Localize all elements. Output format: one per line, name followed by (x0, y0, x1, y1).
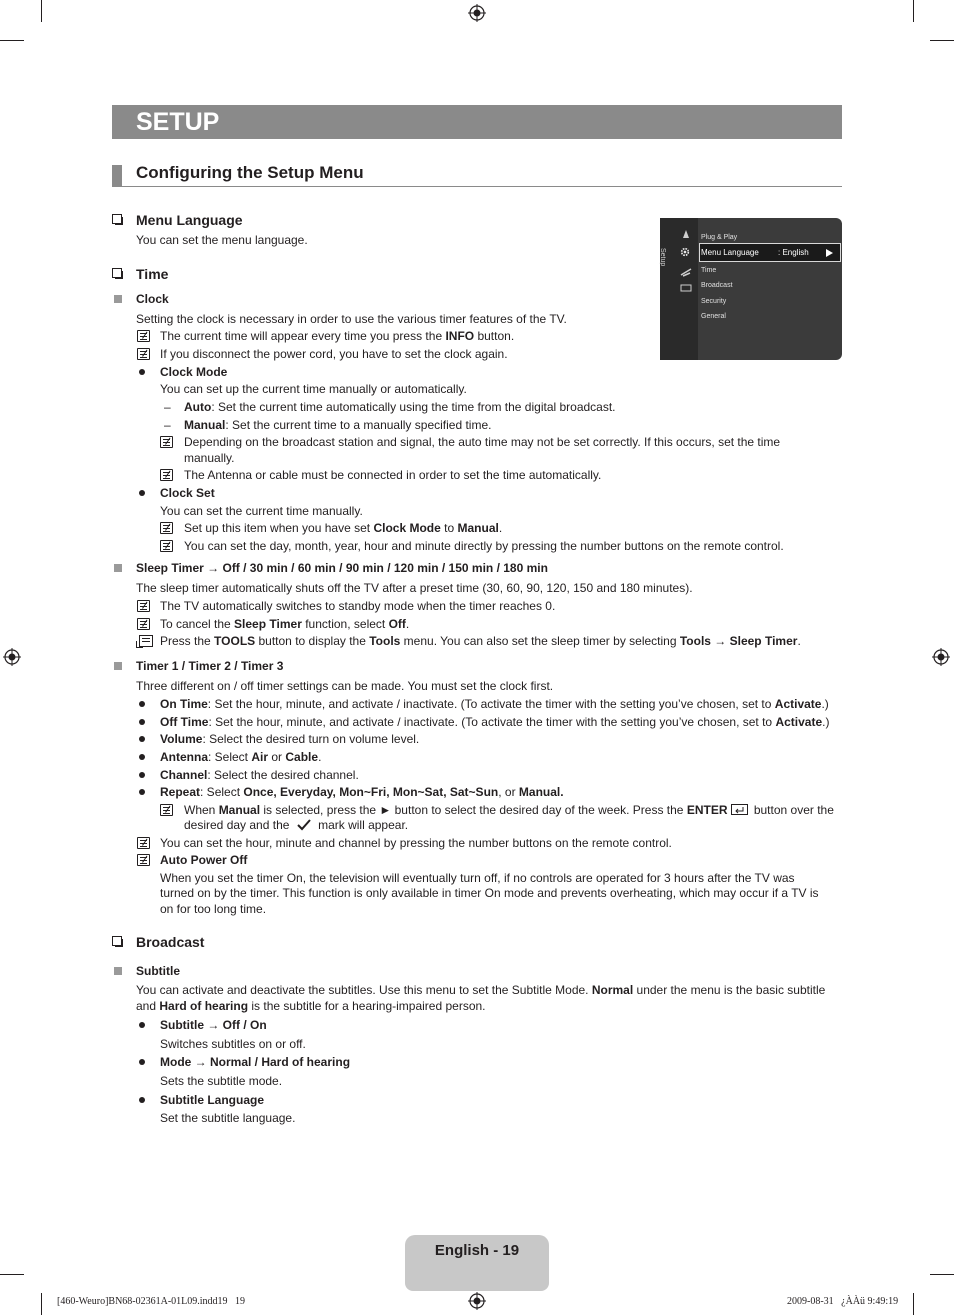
sleep-timer-desc: The sleep timer automatically shuts off the TV after a preset time (30, 60, 90, 120, 150 and 180 minutes). (136, 581, 693, 595)
osd-side-label: Setup (659, 248, 666, 267)
menu-language-heading: Menu Language (136, 212, 243, 228)
bullet-dot-icon (139, 369, 145, 375)
subtitle-item-2-desc: Sets the subtitle mode. (160, 1074, 283, 1088)
crop-mark (41, 0, 42, 22)
subtitle-item-1-desc: Switches subtitles on or off. (160, 1037, 306, 1051)
crop-mark (0, 1274, 24, 1275)
dash-bullet: – (164, 418, 171, 432)
crop-mark (930, 1274, 954, 1275)
subtitle-desc-line-1: You can activate and deactivate the subtitles. Use this menu to set the Subtitle Mode. Normal under the menu is the basic subtitle (136, 983, 826, 997)
page-number-tab (405, 1235, 549, 1291)
osd-item: Broadcast (701, 282, 733, 289)
subtitle-item-1-title: Subtitle → Off / On (160, 1018, 267, 1032)
clock-mode-title: Clock Mode (160, 365, 228, 379)
auto-power-off-line-3: on for too long time. (160, 902, 267, 916)
repeat-note-line-2: desired day and the mark will appear. (184, 818, 409, 832)
square-bullet-icon (114, 967, 122, 975)
clock-mode-note-2: The Antenna or cable must be connected in order to set the time automatically. (184, 468, 602, 482)
sleep-timer-title: Sleep Timer → Off / 30 min / 60 min / 90 min / 120 min / 150 min / 180 min (136, 561, 548, 575)
picture-icon (680, 229, 692, 239)
note-icon (160, 436, 173, 448)
note-icon (160, 469, 173, 481)
file-info: [460-Weuro]BN68-02361A-01L09.indd19 19 (57, 1296, 246, 1307)
checkbox-bullet-icon (112, 936, 122, 946)
clock-mode-desc: You can set up the current time manually or automatically. (160, 382, 467, 396)
square-bullet-icon (114, 662, 122, 670)
print-timestamp: 2009-08-31 ¿ÀÀü 9:49:19 (787, 1296, 899, 1307)
timers-desc: Three different on / off timer settings can be made. You must set the clock first. (136, 679, 554, 693)
clock-mode-note-1b: manually. (184, 451, 235, 465)
clock-mode-auto: Auto: Set the current time automatically using the time from the digital broadcast. (184, 400, 616, 414)
bullet-dot-icon (139, 754, 145, 760)
auto-power-off-line-1: When you set the timer On, the television will eventually turn off, if no controls are operated for 3 hours after the TV was (160, 871, 795, 885)
osd-item: Plug & Play (701, 234, 738, 241)
registration-mark-icon (468, 1292, 486, 1310)
clock-set-note-1: Set up this item when you have set Clock Mode to Manual. (184, 521, 503, 535)
note-icon (137, 837, 150, 849)
bullet-dot-icon (139, 490, 145, 496)
chapter-title: SETUP (136, 108, 220, 136)
registration-mark-icon (932, 648, 950, 666)
antenna-icon (680, 267, 692, 277)
clock-desc: Setting the clock is necessary in order to use the various timer features of the TV. (136, 312, 567, 326)
note-icon (137, 330, 150, 342)
crop-mark (930, 40, 954, 41)
section-title: Configuring the Setup Menu (136, 163, 364, 182)
osd-item: Security (701, 298, 727, 305)
subtitle-item-3-desc: Set the subtitle language. (160, 1111, 296, 1125)
timer-antenna: Antenna: Select Air or Cable. (160, 750, 322, 764)
broadcast-heading: Broadcast (136, 934, 205, 950)
auto-power-off-line-2: turned on by the timer. This function is only available in timer On mode and prevents overheating, which may occur if a TV is (160, 886, 819, 900)
tv-setup-menu-screenshot (660, 218, 842, 360)
timers-title: Timer 1 / Timer 2 / Timer 3 (136, 659, 284, 673)
note-icon (160, 522, 173, 534)
crop-mark (41, 1293, 42, 1315)
bullet-dot-icon (139, 772, 145, 778)
clock-note-2: If you disconnect the power cord, you have to set the clock again. (160, 347, 508, 361)
square-bullet-icon (114, 295, 122, 303)
timer-on-time: On Time: Set the hour, minute, and activate / inactivate. (To activate the timer with the setting you’ve chosen, set to Activate.) (160, 697, 829, 711)
page-number: English - 19 (434, 1242, 520, 1259)
tools-icon (139, 635, 153, 647)
crop-mark (913, 0, 914, 22)
clock-set-title: Clock Set (160, 486, 215, 500)
square-bullet-icon (114, 564, 122, 572)
timer-channel: Channel: Select the desired channel. (160, 768, 359, 782)
subtitle-title: Subtitle (136, 964, 180, 978)
enter-icon (731, 804, 748, 815)
bullet-dot-icon (139, 719, 145, 725)
osd-item-selected: Menu Language (701, 248, 759, 257)
clock-note-1: The current time will appear every time you press the INFO button. (160, 329, 515, 343)
sleep-note-2: To cancel the Sleep Timer function, select Off. (160, 617, 410, 631)
osd-item: Time (701, 267, 717, 274)
time-heading: Time (136, 266, 169, 282)
osd-sidebar (660, 218, 698, 360)
note-icon (137, 618, 150, 630)
auto-power-off-title: Auto Power Off (160, 853, 248, 867)
note-icon (137, 348, 150, 360)
bullet-dot-icon (139, 789, 145, 795)
sleep-note-1: The TV automatically switches to standby mode when the timer reaches 0. (160, 599, 556, 613)
section-marker (112, 165, 122, 186)
crop-mark (0, 40, 24, 41)
crop-mark (913, 1293, 914, 1315)
subtitle-item-3-title: Subtitle Language (160, 1093, 265, 1107)
checkmark-icon (297, 819, 311, 831)
timer-off-time: Off Time: Set the hour, minute, and activate / inactivate. (To activate the timer with the setting you’ve chosen, set to Activate.) (160, 715, 830, 729)
registration-mark-icon (468, 4, 486, 22)
clock-set-note-2: You can set the day, month, year, hour and minute directly by pressing the number buttons on the remote control. (184, 539, 784, 553)
menu-language-desc: You can set the menu language. (136, 233, 308, 247)
subtitle-item-2-title: Mode → Normal / Hard of hearing (160, 1055, 351, 1069)
input-icon (680, 283, 692, 293)
subtitle-desc-line-2: and Hard of hearing is the subtitle for a hearing-impaired person. (136, 999, 486, 1013)
right-arrow-icon (826, 249, 833, 257)
bullet-dot-icon (139, 1059, 145, 1065)
clock-title: Clock (136, 292, 169, 306)
bullet-dot-icon (139, 736, 145, 742)
osd-selected-value: : English (778, 248, 809, 257)
checkbox-bullet-icon (112, 214, 122, 224)
registration-mark-icon (3, 648, 21, 666)
sleep-tools-note: Press the TOOLS button to display the Tools menu. You can also set the sleep timer by selecting Tools → Sleep Timer. (160, 634, 801, 648)
bullet-dot-icon (139, 701, 145, 707)
section-rule (112, 186, 842, 187)
clock-mode-manual: Manual: Set the current time to a manually specified time. (184, 418, 492, 432)
timer-volume: Volume: Select the desired turn on volume level. (160, 732, 420, 746)
timers-note-hm: You can set the hour, minute and channel by pressing the number buttons on the remote control. (160, 836, 672, 850)
osd-item: General (701, 313, 726, 320)
clock-set-desc: You can set the current time manually. (160, 504, 363, 518)
bullet-dot-icon (139, 1022, 145, 1028)
dash-bullet: – (164, 400, 171, 414)
repeat-note-line-1: When Manual is selected, press the ► button to select the desired day of the week. Press the ENTER button over the (184, 803, 834, 817)
checkbox-bullet-icon (112, 268, 122, 278)
note-icon (160, 540, 173, 552)
note-icon (137, 854, 150, 866)
clock-mode-note-1a: Depending on the broadcast station and signal, the auto time may not be set correctly. If this occurs, set the time (184, 435, 781, 449)
note-icon (137, 600, 150, 612)
timer-repeat: Repeat: Select Once, Everyday, Mon~Fri, Mon~Sat, Sat~Sun, or Manual. (160, 785, 564, 799)
bullet-dot-icon (139, 1097, 145, 1103)
gear-icon (679, 247, 691, 257)
chapter-banner (112, 105, 842, 139)
note-icon (160, 804, 173, 816)
